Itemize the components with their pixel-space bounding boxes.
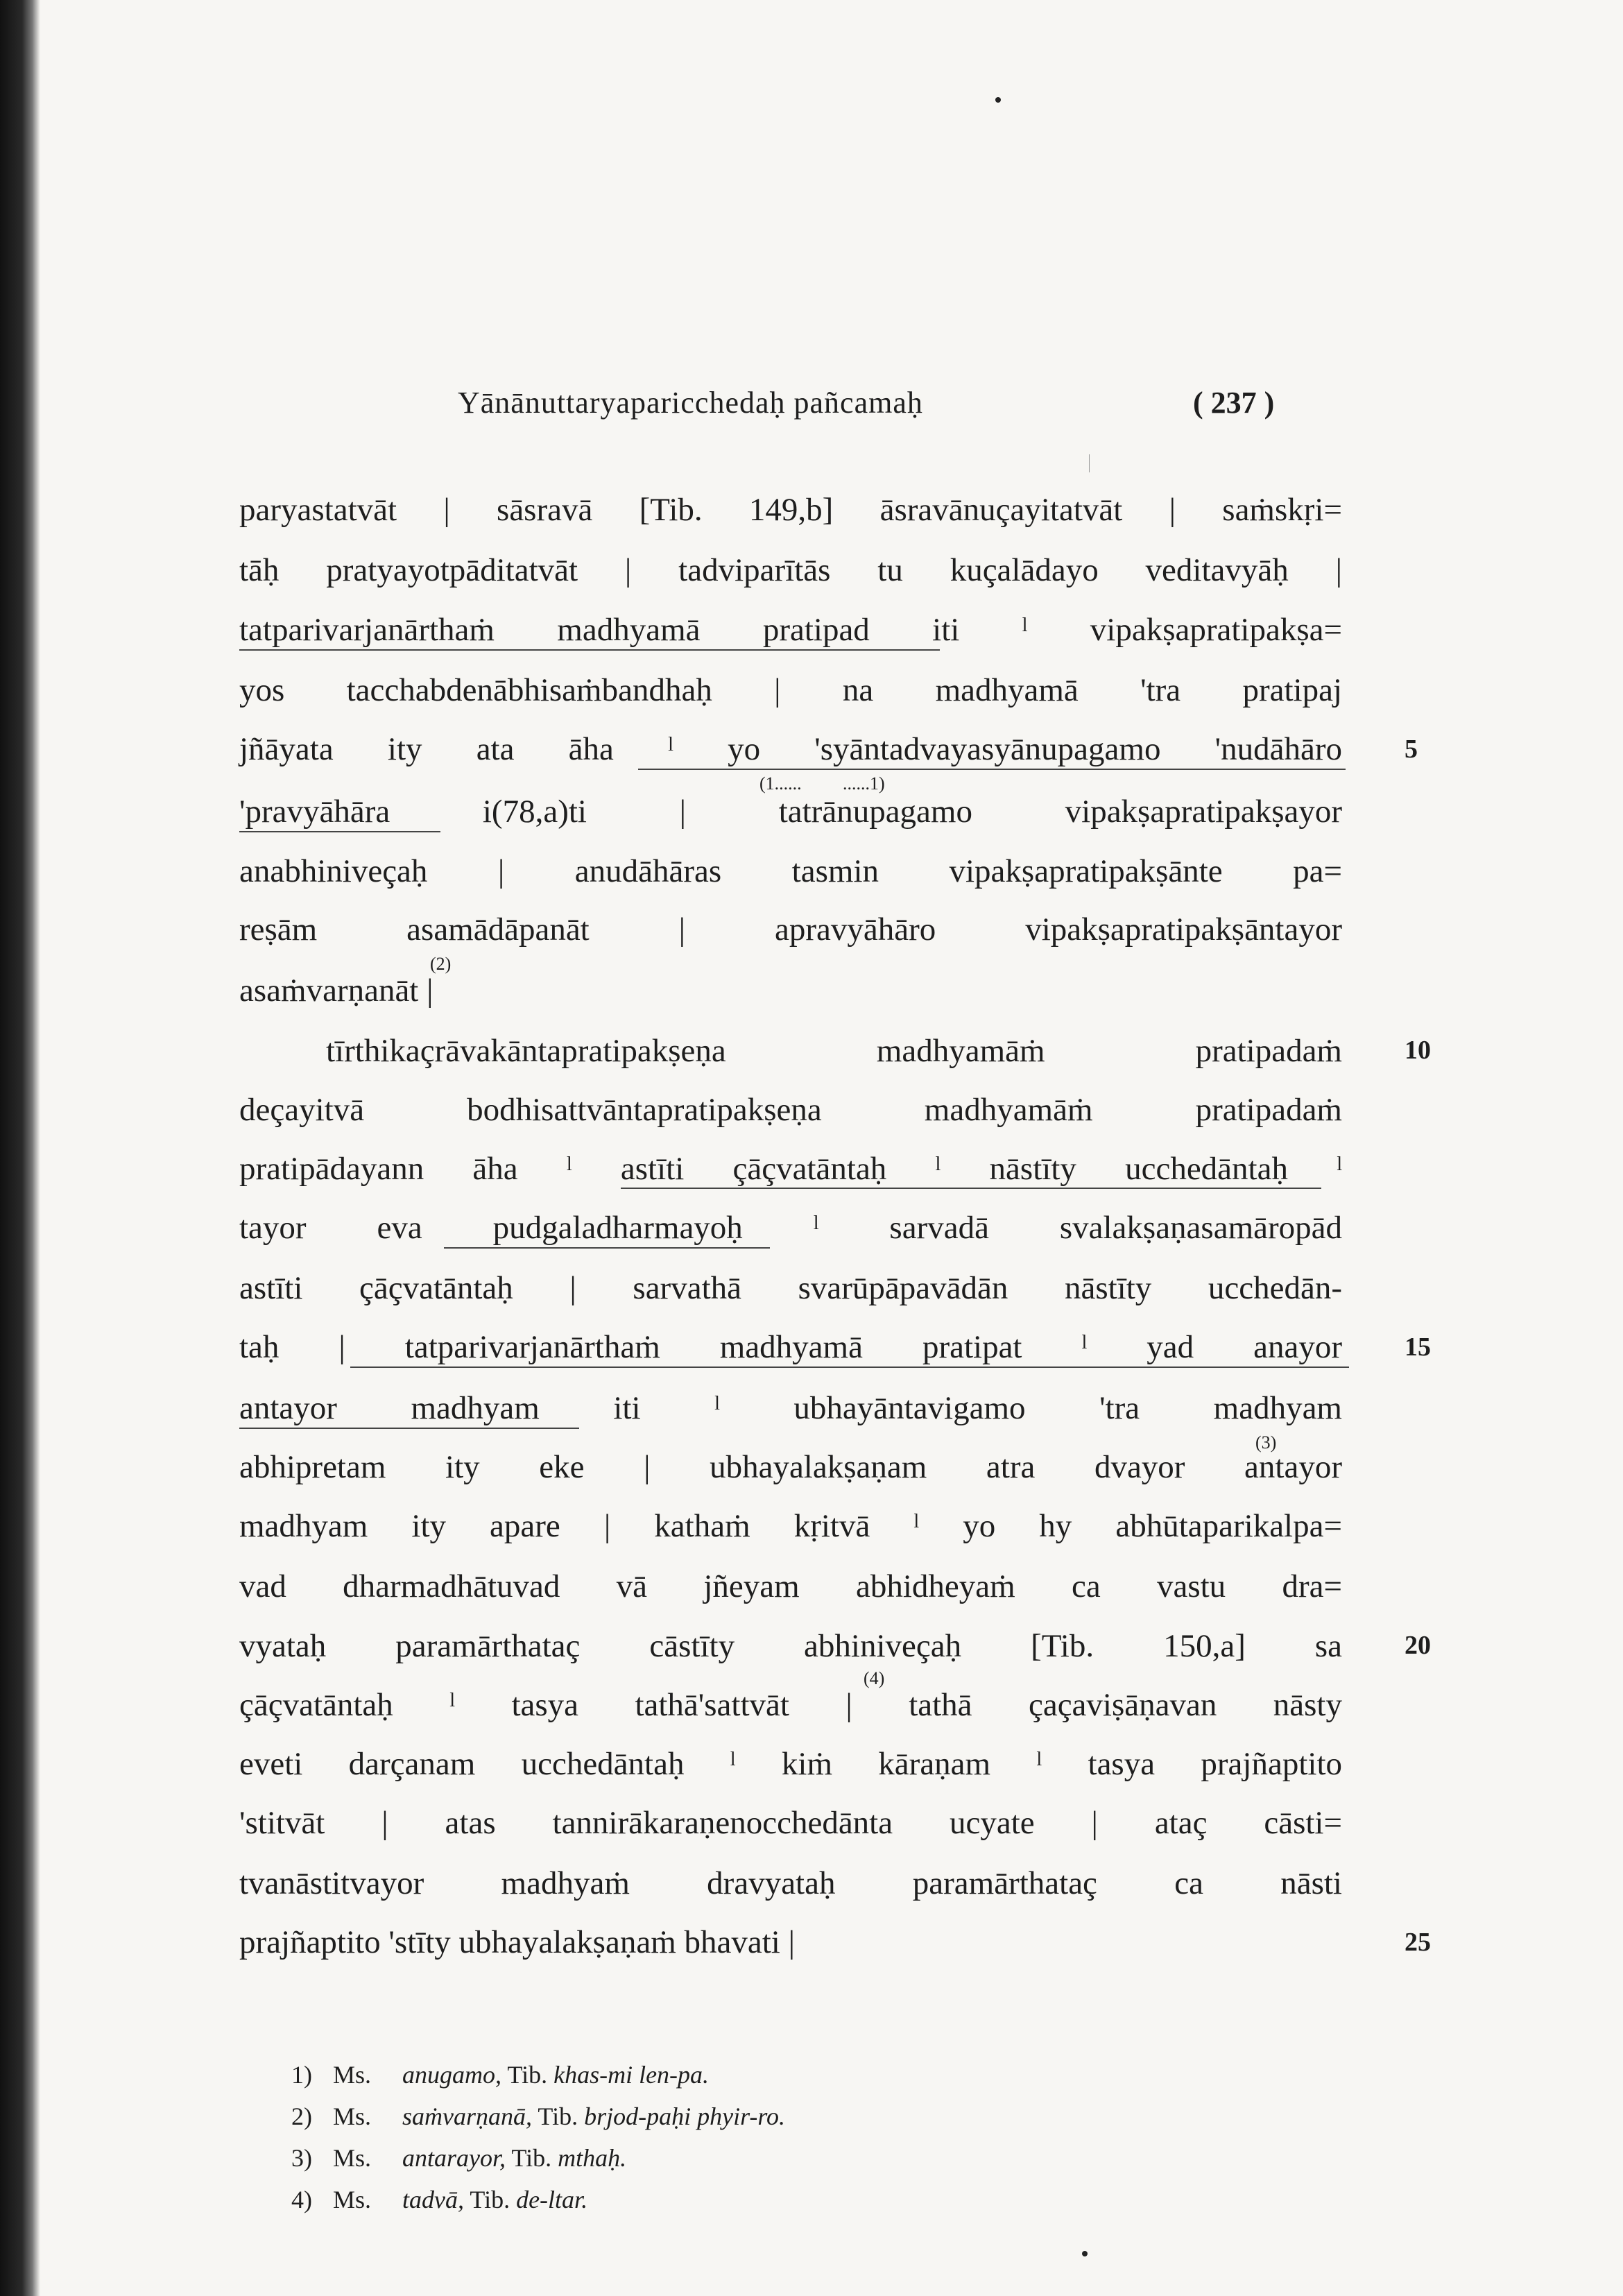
line-number-25: 25 [1405, 1928, 1431, 1957]
footnote-1 [291, 2059, 709, 2091]
footnote-tib-label: Tib. [511, 2144, 552, 2172]
text-line-11: deçayitvā bodhisattvāntapratipakṣeṇa madhyamāṁ pratipadaṁ [239, 1092, 1342, 1128]
running-title: Yānānuttaryaparicchedaḥ pañcamaḥ [458, 386, 923, 420]
footnote-tib-label: Tib. [538, 2102, 578, 2130]
footnote-tib-reading: brjod-paḥi phyir-ro. [584, 2102, 786, 2130]
line-number-10: 10 [1405, 1036, 1431, 1065]
text-line-1: paryastatvāt | sāsravā [Tib. 149,b] āsravānuçayitatvāt | saṁskṛi= [239, 492, 1342, 528]
footnote-ms-reading: tadvā, [402, 2186, 464, 2213]
note-mark-3: (3) [1255, 1432, 1277, 1453]
text-line-4: yos tacchabdenābhisaṁbandhaḥ | na madhyamā 'tra pratipaj [239, 672, 1342, 708]
footnote-number: 2) [291, 2102, 312, 2130]
footnote-tib-reading: khas-mi len-pa. [553, 2061, 710, 2089]
underline [621, 1188, 1321, 1189]
scan-speck [995, 97, 1001, 103]
text-line-19: vad dharmadhātuvad vā jñeyam abhidheyaṁ ca vastu dra= [239, 1568, 1342, 1604]
scan-speck [1082, 2251, 1088, 2256]
text-line-22: eveti darçanam ucchedāntaḥ ˡ kiṁ kāraṇam ˡ tasya prajñaptito [239, 1746, 1342, 1782]
footnote-tib-label: Tib. [507, 2061, 548, 2089]
text-line-24: tvanāstitvayor madhyaṁ dravyataḥ paramārthataç ca nāsti [239, 1865, 1342, 1901]
footnote-ms-label: Ms. [333, 2144, 372, 2172]
note-mark-4: (4) [864, 1668, 885, 1688]
footnote-2 [291, 2100, 785, 2132]
line-number-20: 20 [1405, 1631, 1431, 1660]
text-line-17: abhipretam ity eke | ubhayalakṣaṇam atra dvayor antayor [239, 1449, 1342, 1485]
footnote-ms-reading: anugamo, [402, 2061, 501, 2089]
underline [239, 649, 940, 651]
footnote-tib-reading: mthaḥ. [558, 2144, 627, 2172]
footnote-ms-reading: saṁvarṇanā, [402, 2102, 532, 2130]
text-line-20: vyataḥ paramārthataç cāstīty abhiniveçaḥ [Tib. 150,a] sa [239, 1628, 1342, 1664]
underline [239, 1428, 579, 1429]
text-line-13: tayor eva pudgaladharmayoḥ ˡ sarvadā svalakṣaṇasamāropād [239, 1210, 1342, 1246]
underline [350, 1367, 1349, 1368]
note-mark-1-open: (1...... [759, 773, 802, 794]
text-line-3: tatparivarjanārthaṁ madhyamā pratipad iti ˡ vipakṣapratipakṣa= [239, 612, 1342, 648]
text-line-15: taḥ | tatparivarjanārthaṁ madhyamā pratipat ˡ yad anayor [239, 1329, 1342, 1365]
footnote-ms-label: Ms. [333, 2186, 372, 2213]
line-number-5: 5 [1405, 735, 1418, 764]
footnote-4 [291, 2184, 587, 2216]
text-line-12: pratipādayann āha ˡ astīti çāçvatāntaḥ ˡ nāstīty ucchedāntaḥ ˡ [239, 1151, 1342, 1187]
text-line-6: 'pravyāhāra i(78,a)ti | tatrānupagamo vipakṣapratipakṣayor [239, 794, 1342, 830]
footnote-ms-label: Ms. [333, 2061, 372, 2089]
text-line-18: madhyam ity apare | kathaṁ kṛitvā ˡ yo hy abhūtaparikalpa= [239, 1508, 1342, 1544]
scan-mark [1089, 454, 1090, 472]
text-line-8: reṣām asamādāpanāt | apravyāhāro vipakṣapratipakṣāntayor [239, 911, 1342, 948]
footnote-tib-label: Tib. [470, 2186, 510, 2213]
text-line-25: prajñaptito 'stīty ubhayalakṣaṇaṁ bhavati | [239, 1924, 795, 1960]
text-line-21: çāçvatāntaḥ ˡ tasya tathā'sattvāt | tathā çaçaviṣāṇavan nāsty [239, 1687, 1342, 1723]
text-line-7: anabhiniveçaḥ | anudāhāras tasmin vipakṣapratipakṣānte pa= [239, 853, 1342, 889]
footnote-number: 1) [291, 2061, 312, 2089]
line-number-15: 15 [1405, 1333, 1431, 1362]
underline [239, 831, 440, 832]
underline [444, 1247, 770, 1249]
text-line-16: antayor madhyam iti ˡ ubhayāntavigamo 'tra madhyam [239, 1390, 1342, 1426]
underline [638, 769, 1346, 770]
text-line-2: tāḥ pratyayotpāditatvāt | tadviparītās tu kuçalādayo veditavyāḥ | [239, 552, 1342, 588]
page-number: ( 237 ) [1193, 386, 1275, 420]
text-line-5: jñāyata ity ata āha ˡ yo 'syāntadvayasyānupagamo 'nudāhāro [239, 731, 1342, 767]
footnote-3 [291, 2142, 626, 2174]
text-line-14: astīti çāçvatāntaḥ | sarvathā svarūpāpavādān nāstīty ucchedān- [239, 1270, 1342, 1306]
footnote-ms-reading: antarayor, [402, 2144, 506, 2172]
text-line-23: 'stitvāt | atas tannirākaraṇenocchedānta ucyate | ataç cāsti= [239, 1805, 1342, 1841]
note-mark-2: (2) [430, 954, 452, 974]
footnote-tib-reading: de-ltar. [516, 2186, 588, 2213]
note-mark-1-close: ......1) [843, 773, 885, 794]
footnote-ms-label: Ms. [333, 2102, 372, 2130]
text-line-10: tīrthikaçrāvakāntapratipakṣeṇa madhyamāṁ pratipadaṁ [326, 1033, 1342, 1069]
book-binding-edge [0, 0, 40, 2296]
footnote-number: 3) [291, 2144, 312, 2172]
footnote-number: 4) [291, 2186, 312, 2213]
text-line-9: asaṁvarṇanāt | [239, 973, 433, 1009]
